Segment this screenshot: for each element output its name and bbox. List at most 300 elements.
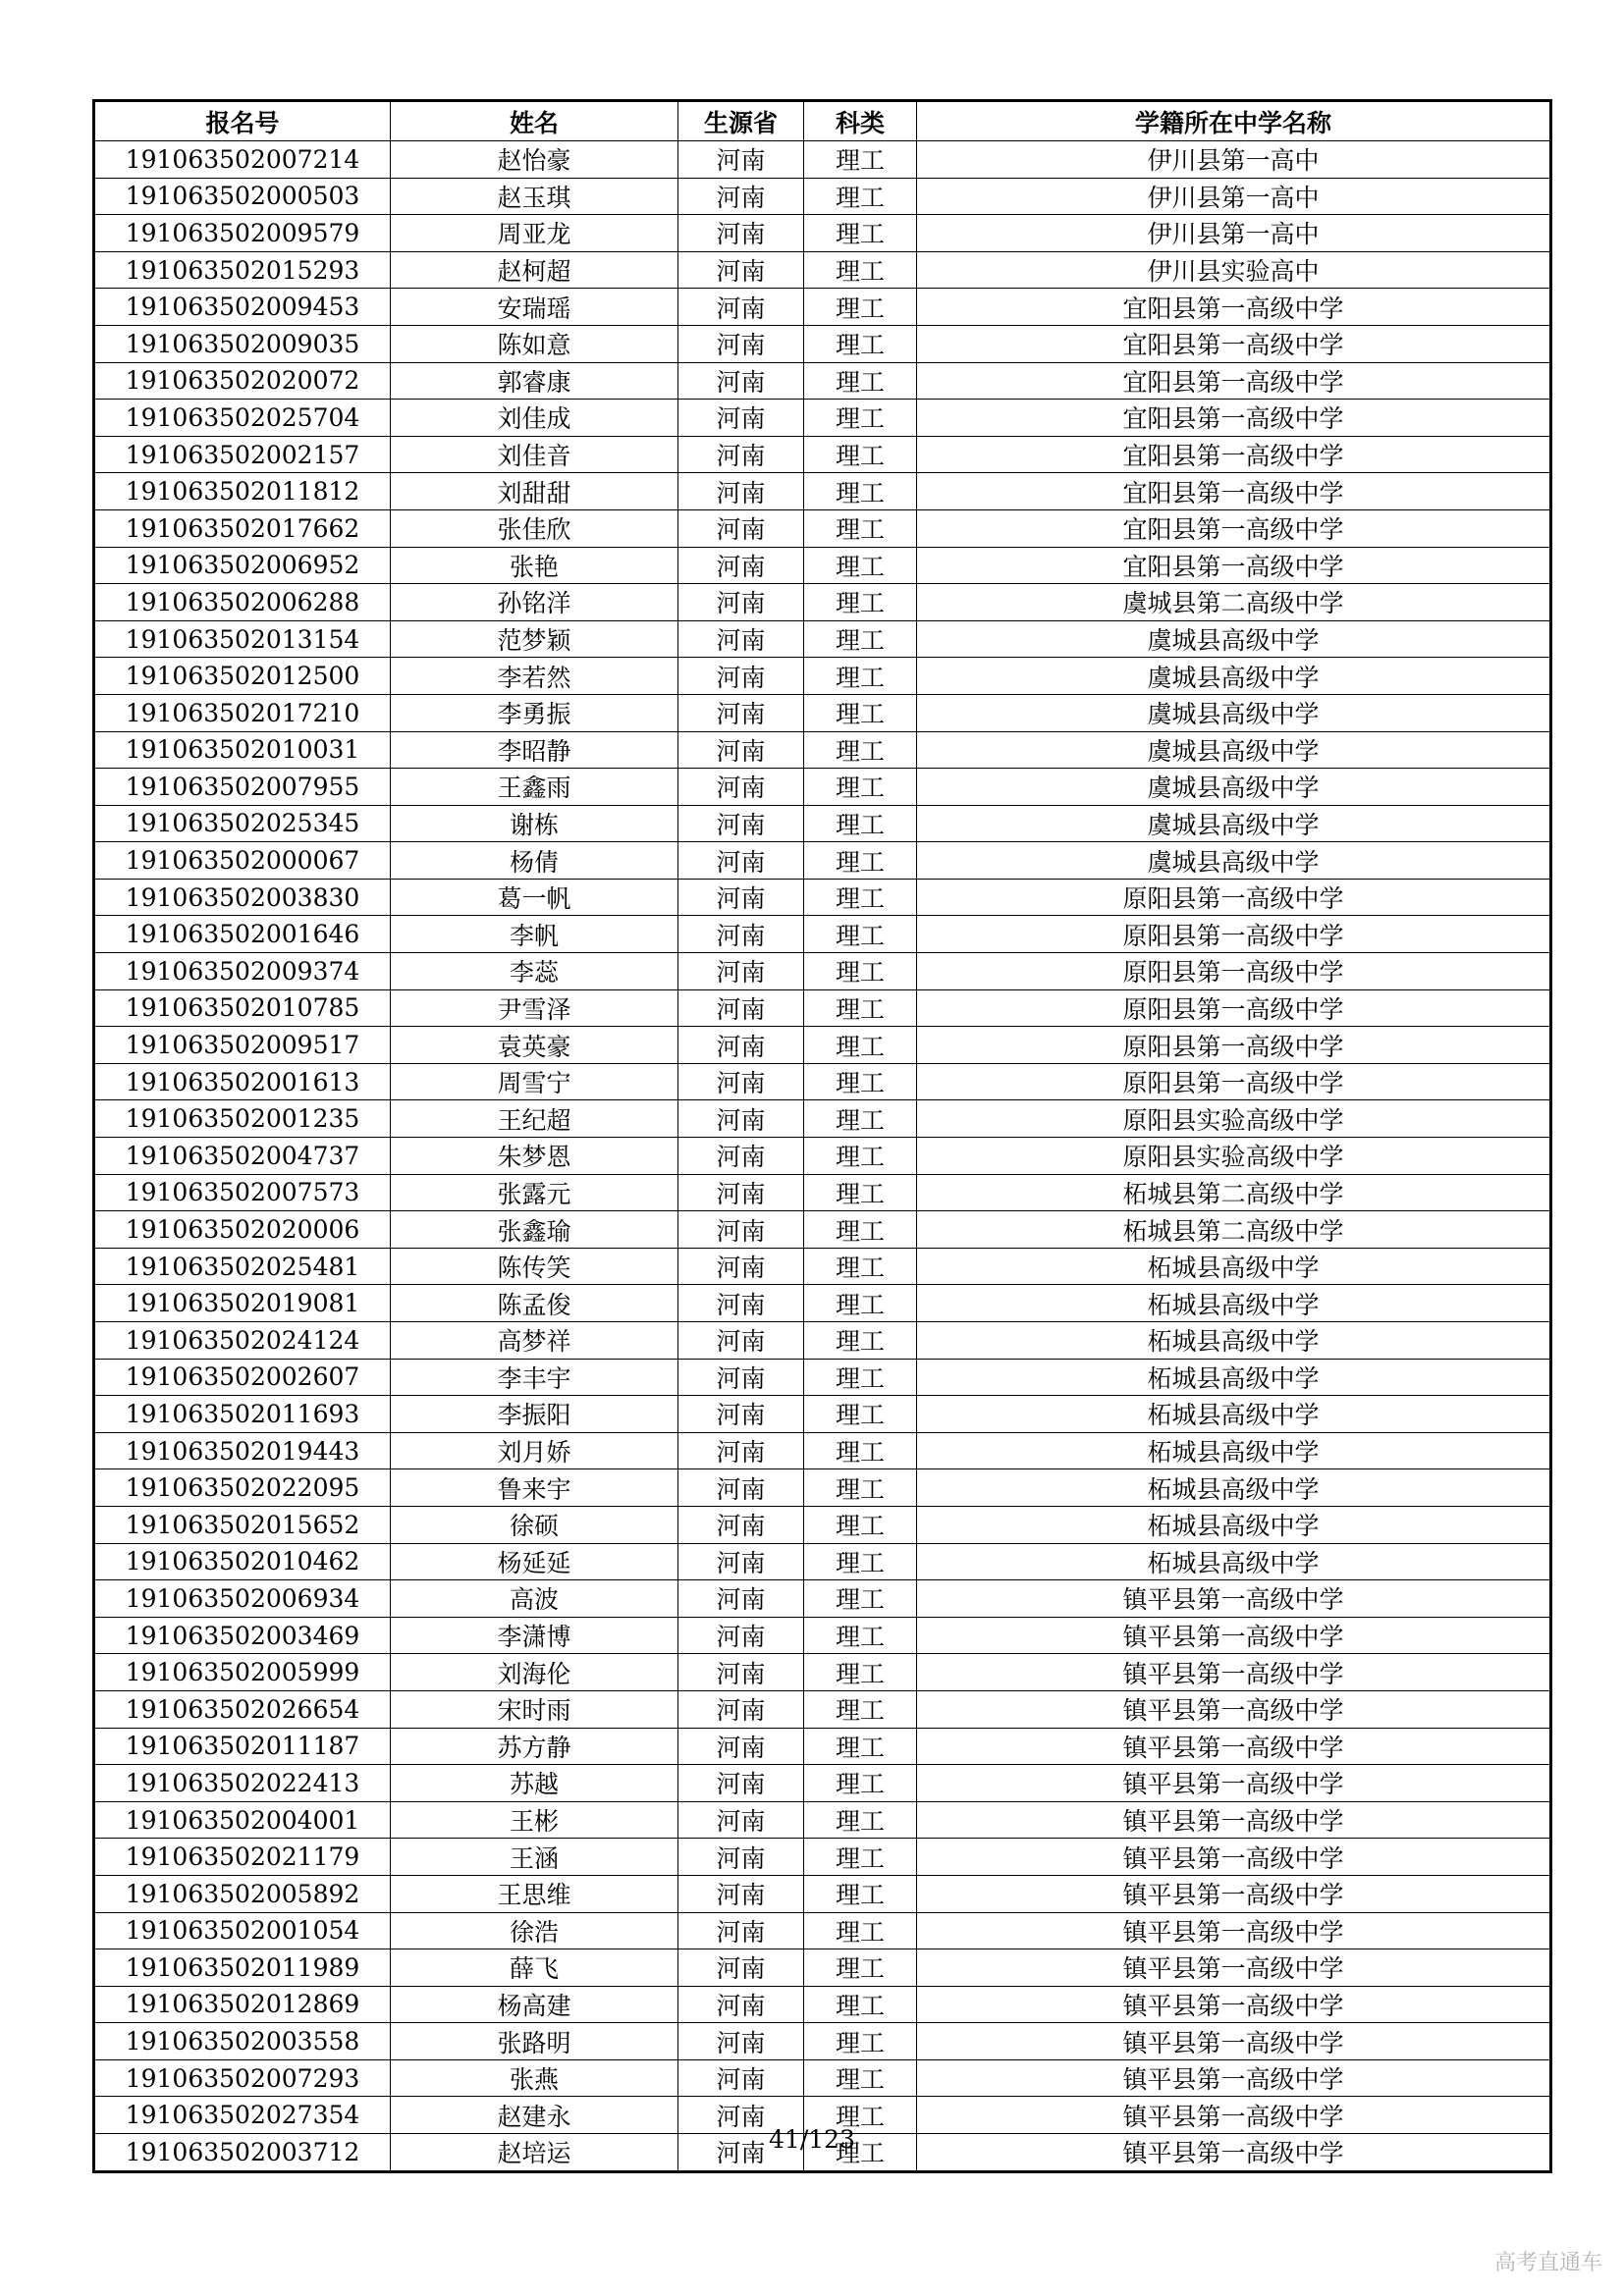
cell-school-name: 原阳县第一高级中学 <box>917 1027 1551 1064</box>
cell-name: 李振阳 <box>391 1396 678 1433</box>
cell-subject-category: 理工 <box>804 658 917 695</box>
table-row <box>94 215 1551 252</box>
cell-school-name: 宜阳县第一高级中学 <box>917 289 1551 326</box>
cell-name: 杨倩 <box>391 842 678 880</box>
cell-name: 刘海伦 <box>391 1654 678 1691</box>
table-row <box>94 805 1551 842</box>
cell-school-name: 柘城县高级中学 <box>917 1506 1551 1543</box>
table-row <box>94 1322 1551 1360</box>
cell-subject-category: 理工 <box>804 1986 917 2023</box>
cell-subject-category: 理工 <box>804 1174 917 1211</box>
cell-registration-number: 191063502024124 <box>94 1322 391 1360</box>
cell-registration-number: 191063502009374 <box>94 953 391 990</box>
cell-subject-category: 理工 <box>804 251 917 289</box>
table-row <box>94 1654 1551 1691</box>
cell-subject-category: 理工 <box>804 1396 917 1433</box>
cell-name: 范梦颖 <box>391 620 678 658</box>
header-registration-number: 报名号 <box>94 101 391 141</box>
cell-province: 河南 <box>678 1617 804 1654</box>
cell-subject-category: 理工 <box>804 1654 917 1691</box>
cell-subject-category: 理工 <box>804 1543 917 1580</box>
cell-province: 河南 <box>678 1138 804 1175</box>
cell-registration-number: 191063502002157 <box>94 436 391 473</box>
cell-registration-number: 191063502017210 <box>94 694 391 731</box>
cell-name: 苏越 <box>391 1765 678 1802</box>
cell-province: 河南 <box>678 1359 804 1396</box>
cell-name: 赵玉琪 <box>391 178 678 215</box>
cell-province: 河南 <box>678 1322 804 1360</box>
cell-registration-number: 191063502010785 <box>94 989 391 1027</box>
cell-subject-category: 理工 <box>804 1138 917 1175</box>
cell-province: 河南 <box>678 1728 804 1765</box>
cell-subject-category: 理工 <box>804 1617 917 1654</box>
cell-province: 河南 <box>678 1949 804 1987</box>
cell-subject-category: 理工 <box>804 694 917 731</box>
cell-name: 张燕 <box>391 2059 678 2097</box>
cell-name: 张路明 <box>391 2023 678 2060</box>
cell-registration-number: 191063502015652 <box>94 1506 391 1543</box>
cell-school-name: 虞城县高级中学 <box>917 694 1551 731</box>
cell-name: 李帆 <box>391 916 678 953</box>
table-row <box>94 1801 1551 1839</box>
cell-province: 河南 <box>678 509 804 547</box>
cell-subject-category: 理工 <box>804 1506 917 1543</box>
table-row <box>94 251 1551 289</box>
cell-school-name: 虞城县高级中学 <box>917 769 1551 806</box>
cell-school-name: 柘城县高级中学 <box>917 1359 1551 1396</box>
cell-province: 河南 <box>678 436 804 473</box>
cell-school-name: 镇平县第一高级中学 <box>917 1765 1551 1802</box>
cell-school-name: 宜阳县第一高级中学 <box>917 509 1551 547</box>
header-school-name: 学籍所在中学名称 <box>917 101 1551 141</box>
cell-name: 周雪宁 <box>391 1063 678 1100</box>
cell-subject-category: 理工 <box>804 879 917 916</box>
cell-registration-number: 191063502003830 <box>94 879 391 916</box>
cell-school-name: 柘城县高级中学 <box>917 1543 1551 1580</box>
table-row <box>94 769 1551 806</box>
cell-school-name: 镇平县第一高级中学 <box>917 1875 1551 1912</box>
cell-subject-category: 理工 <box>804 1690 917 1728</box>
cell-registration-number: 191063502011989 <box>94 1949 391 1987</box>
cell-name: 袁英豪 <box>391 1027 678 1064</box>
cell-registration-number: 191063502001235 <box>94 1100 391 1138</box>
cell-school-name: 原阳县第一高级中学 <box>917 989 1551 1027</box>
cell-school-name: 镇平县第一高级中学 <box>917 1986 1551 2023</box>
cell-name: 赵培运 <box>391 2134 678 2172</box>
cell-registration-number: 191063502007573 <box>94 1174 391 1211</box>
cell-name: 薛飞 <box>391 1949 678 1987</box>
table-row <box>94 731 1551 769</box>
cell-province: 河南 <box>678 769 804 806</box>
cell-province: 河南 <box>678 400 804 437</box>
table-row <box>94 1138 1551 1175</box>
cell-province: 河南 <box>678 1469 804 1507</box>
cell-subject-category: 理工 <box>804 1432 917 1469</box>
table-row <box>94 1986 1551 2023</box>
cell-name: 周亚龙 <box>391 215 678 252</box>
table-row <box>94 547 1551 584</box>
cell-province: 河南 <box>678 1432 804 1469</box>
cell-school-name: 宜阳县第一高级中学 <box>917 362 1551 400</box>
table-row <box>94 1100 1551 1138</box>
table-row <box>94 1469 1551 1507</box>
cell-registration-number: 191063502001054 <box>94 1912 391 1949</box>
cell-school-name: 镇平县第一高级中学 <box>917 1690 1551 1728</box>
cell-subject-category: 理工 <box>804 1359 917 1396</box>
cell-name: 李昭静 <box>391 731 678 769</box>
cell-province: 河南 <box>678 1580 804 1618</box>
cell-registration-number: 191063502003558 <box>94 2023 391 2060</box>
cell-subject-category: 理工 <box>804 1027 917 1064</box>
cell-subject-category: 理工 <box>804 178 917 215</box>
cell-name: 李潇博 <box>391 1617 678 1654</box>
cell-registration-number: 191063502017662 <box>94 509 391 547</box>
cell-province: 河南 <box>678 251 804 289</box>
table-row <box>94 584 1551 621</box>
cell-name: 朱梦恩 <box>391 1138 678 1175</box>
cell-subject-category: 理工 <box>804 1063 917 1100</box>
cell-province: 河南 <box>678 842 804 880</box>
cell-subject-category: 理工 <box>804 2134 917 2172</box>
cell-province: 河南 <box>678 1027 804 1064</box>
table-row <box>94 1949 1551 1987</box>
table-row <box>94 1211 1551 1249</box>
cell-school-name: 原阳县第一高级中学 <box>917 1063 1551 1100</box>
cell-name: 尹雪泽 <box>391 989 678 1027</box>
cell-province: 河南 <box>678 289 804 326</box>
table-row <box>94 289 1551 326</box>
cell-school-name: 宜阳县第一高级中学 <box>917 473 1551 510</box>
table-row <box>94 362 1551 400</box>
cell-registration-number: 191063502010031 <box>94 731 391 769</box>
cell-school-name: 原阳县实验高级中学 <box>917 1100 1551 1138</box>
cell-name: 徐硕 <box>391 1506 678 1543</box>
cell-name: 李蕊 <box>391 953 678 990</box>
cell-registration-number: 191063502021179 <box>94 1839 391 1876</box>
table-row <box>94 694 1551 731</box>
cell-registration-number: 191063502022413 <box>94 1765 391 1802</box>
cell-school-name: 镇平县第一高级中学 <box>917 1654 1551 1691</box>
cell-name: 王鑫雨 <box>391 769 678 806</box>
cell-province: 河南 <box>678 1875 804 1912</box>
table-row <box>94 509 1551 547</box>
cell-name: 苏方静 <box>391 1728 678 1765</box>
table-row <box>94 953 1551 990</box>
cell-province: 河南 <box>678 325 804 362</box>
header-subject-category: 科类 <box>804 101 917 141</box>
cell-subject-category: 理工 <box>804 1580 917 1618</box>
table-row <box>94 1839 1551 1876</box>
cell-school-name: 伊川县第一高中 <box>917 178 1551 215</box>
cell-school-name: 镇平县第一高级中学 <box>917 2059 1551 2097</box>
table-row <box>94 989 1551 1027</box>
cell-school-name: 虞城县高级中学 <box>917 731 1551 769</box>
cell-school-name: 镇平县第一高级中学 <box>917 1728 1551 1765</box>
cell-subject-category: 理工 <box>804 1949 917 1987</box>
cell-registration-number: 191063502009453 <box>94 289 391 326</box>
cell-name: 李勇振 <box>391 694 678 731</box>
cell-subject-category: 理工 <box>804 2059 917 2097</box>
cell-subject-category: 理工 <box>804 289 917 326</box>
cell-school-name: 镇平县第一高级中学 <box>917 1949 1551 1987</box>
table-row <box>94 178 1551 215</box>
cell-name: 王纪超 <box>391 1100 678 1138</box>
cell-name: 赵怡豪 <box>391 141 678 179</box>
cell-subject-category: 理工 <box>804 842 917 880</box>
cell-subject-category: 理工 <box>804 1839 917 1876</box>
cell-name: 谢栋 <box>391 805 678 842</box>
cell-school-name: 镇平县第一高级中学 <box>917 2134 1551 2172</box>
cell-subject-category: 理工 <box>804 509 917 547</box>
table-row <box>94 473 1551 510</box>
cell-name: 李若然 <box>391 658 678 695</box>
cell-registration-number: 191063502015293 <box>94 251 391 289</box>
cell-subject-category: 理工 <box>804 1875 917 1912</box>
table-row <box>94 1690 1551 1728</box>
table-row <box>94 436 1551 473</box>
cell-province: 河南 <box>678 1654 804 1691</box>
cell-subject-category: 理工 <box>804 1728 917 1765</box>
cell-name: 刘月娇 <box>391 1432 678 1469</box>
table-row <box>94 1580 1551 1618</box>
cell-registration-number: 191063502006288 <box>94 584 391 621</box>
cell-province: 河南 <box>678 1174 804 1211</box>
cell-subject-category: 理工 <box>804 989 917 1027</box>
cell-subject-category: 理工 <box>804 2097 917 2134</box>
cell-school-name: 虞城县第二高级中学 <box>917 584 1551 621</box>
cell-subject-category: 理工 <box>804 547 917 584</box>
cell-subject-category: 理工 <box>804 731 917 769</box>
cell-subject-category: 理工 <box>804 620 917 658</box>
cell-subject-category: 理工 <box>804 400 917 437</box>
cell-province: 河南 <box>678 620 804 658</box>
cell-registration-number: 191063502009035 <box>94 325 391 362</box>
cell-name: 王彬 <box>391 1801 678 1839</box>
cell-province: 河南 <box>678 879 804 916</box>
cell-province: 河南 <box>678 731 804 769</box>
cell-school-name: 柘城县高级中学 <box>917 1322 1551 1360</box>
table-row <box>94 1396 1551 1433</box>
cell-school-name: 柘城县第二高级中学 <box>917 1211 1551 1249</box>
table-row <box>94 1728 1551 1765</box>
cell-school-name: 伊川县第一高中 <box>917 215 1551 252</box>
cell-province: 河南 <box>678 141 804 179</box>
cell-school-name: 柘城县第二高级中学 <box>917 1174 1551 1211</box>
cell-school-name: 原阳县实验高级中学 <box>917 1138 1551 1175</box>
cell-registration-number: 191063502025704 <box>94 400 391 437</box>
cell-name: 杨延延 <box>391 1543 678 1580</box>
cell-school-name: 宜阳县第一高级中学 <box>917 325 1551 362</box>
cell-name: 鲁来宇 <box>391 1469 678 1507</box>
watermark-text: 高考直通车 <box>1493 2251 1602 2275</box>
page-number: 41/123 <box>769 2125 855 2154</box>
table-row <box>94 400 1551 437</box>
table-row <box>94 1432 1551 1469</box>
cell-school-name: 镇平县第一高级中学 <box>917 2023 1551 2060</box>
cell-registration-number: 191063502001613 <box>94 1063 391 1100</box>
cell-registration-number: 191063502022095 <box>94 1469 391 1507</box>
cell-province: 河南 <box>678 1063 804 1100</box>
cell-registration-number: 191063502000503 <box>94 178 391 215</box>
cell-province: 河南 <box>678 1211 804 1249</box>
cell-subject-category: 理工 <box>804 1912 917 1949</box>
table-row <box>94 1248 1551 1285</box>
cell-name: 高梦祥 <box>391 1322 678 1360</box>
cell-registration-number: 191063502004737 <box>94 1138 391 1175</box>
cell-school-name: 镇平县第一高级中学 <box>917 1839 1551 1876</box>
cell-registration-number: 191063502025345 <box>94 805 391 842</box>
table-row <box>94 1765 1551 1802</box>
cell-name: 王涵 <box>391 1839 678 1876</box>
header-province: 生源省 <box>678 101 804 141</box>
cell-subject-category: 理工 <box>804 215 917 252</box>
table-body <box>94 141 1551 2172</box>
cell-registration-number: 191063502004001 <box>94 1801 391 1839</box>
cell-school-name: 虞城县高级中学 <box>917 805 1551 842</box>
table-row <box>94 1063 1551 1100</box>
cell-registration-number: 191063502019443 <box>94 1432 391 1469</box>
cell-name: 王思维 <box>391 1875 678 1912</box>
cell-name: 安瑞瑶 <box>391 289 678 326</box>
cell-school-name: 宜阳县第一高级中学 <box>917 400 1551 437</box>
table-row <box>94 1285 1551 1322</box>
cell-subject-category: 理工 <box>804 1765 917 1802</box>
cell-name: 陈传笑 <box>391 1248 678 1285</box>
cell-school-name: 虞城县高级中学 <box>917 620 1551 658</box>
table-header-row <box>94 101 1551 141</box>
cell-subject-category: 理工 <box>804 1469 917 1507</box>
cell-name: 徐浩 <box>391 1912 678 1949</box>
cell-school-name: 宜阳县第一高级中学 <box>917 436 1551 473</box>
table-row <box>94 1617 1551 1654</box>
cell-registration-number: 191063502007293 <box>94 2059 391 2097</box>
cell-registration-number: 191063502007214 <box>94 141 391 179</box>
cell-registration-number: 191063502007955 <box>94 769 391 806</box>
cell-subject-category: 理工 <box>804 805 917 842</box>
table-row <box>94 2059 1551 2097</box>
cell-registration-number: 191063502011693 <box>94 1396 391 1433</box>
cell-province: 河南 <box>678 2023 804 2060</box>
cell-name: 葛一帆 <box>391 879 678 916</box>
cell-school-name: 虞城县高级中学 <box>917 842 1551 880</box>
table-row <box>94 1174 1551 1211</box>
cell-subject-category: 理工 <box>804 325 917 362</box>
cell-province: 河南 <box>678 362 804 400</box>
table-row <box>94 1543 1551 1580</box>
cell-registration-number: 191063502011187 <box>94 1728 391 1765</box>
cell-name: 张佳欣 <box>391 509 678 547</box>
cell-school-name: 原阳县第一高级中学 <box>917 953 1551 990</box>
table-row <box>94 1912 1551 1949</box>
cell-province: 河南 <box>678 1506 804 1543</box>
table-row <box>94 141 1551 179</box>
cell-registration-number: 191063502005999 <box>94 1654 391 1691</box>
cell-school-name: 柘城县高级中学 <box>917 1469 1551 1507</box>
cell-province: 河南 <box>678 584 804 621</box>
cell-registration-number: 191063502025481 <box>94 1248 391 1285</box>
cell-registration-number: 191063502013154 <box>94 620 391 658</box>
cell-registration-number: 191063502026654 <box>94 1690 391 1728</box>
cell-subject-category: 理工 <box>804 362 917 400</box>
cell-name: 张鑫瑜 <box>391 1211 678 1249</box>
cell-name: 杨高建 <box>391 1986 678 2023</box>
cell-province: 河南 <box>678 215 804 252</box>
cell-registration-number: 191063502012500 <box>94 658 391 695</box>
cell-province: 河南 <box>678 805 804 842</box>
cell-name: 赵建永 <box>391 2097 678 2134</box>
cell-school-name: 柘城县高级中学 <box>917 1248 1551 1285</box>
cell-school-name: 镇平县第一高级中学 <box>917 2097 1551 2134</box>
cell-name: 宋时雨 <box>391 1690 678 1728</box>
cell-province: 河南 <box>678 694 804 731</box>
cell-name: 赵柯超 <box>391 251 678 289</box>
cell-registration-number: 191063502000067 <box>94 842 391 880</box>
cell-subject-category: 理工 <box>804 1211 917 1249</box>
cell-province: 河南 <box>678 1986 804 2023</box>
cell-name: 陈如意 <box>391 325 678 362</box>
cell-province: 河南 <box>678 1912 804 1949</box>
cell-subject-category: 理工 <box>804 1322 917 1360</box>
cell-province: 河南 <box>678 916 804 953</box>
cell-province: 河南 <box>678 1801 804 1839</box>
cell-school-name: 镇平县第一高级中学 <box>917 1580 1551 1618</box>
cell-province: 河南 <box>678 2059 804 2097</box>
cell-subject-category: 理工 <box>804 2023 917 2060</box>
cell-name: 陈孟俊 <box>391 1285 678 1322</box>
cell-school-name: 伊川县第一高中 <box>917 141 1551 179</box>
table-row <box>94 1359 1551 1396</box>
table-row <box>94 2023 1551 2060</box>
cell-subject-category: 理工 <box>804 473 917 510</box>
table-row <box>94 879 1551 916</box>
cell-registration-number: 191063502012869 <box>94 1986 391 2023</box>
cell-subject-category: 理工 <box>804 916 917 953</box>
cell-subject-category: 理工 <box>804 1248 917 1285</box>
cell-registration-number: 191063502027354 <box>94 2097 391 2134</box>
cell-registration-number: 191063502010462 <box>94 1543 391 1580</box>
table-row <box>94 1027 1551 1064</box>
cell-name: 刘佳音 <box>391 436 678 473</box>
cell-name: 李丰宇 <box>391 1359 678 1396</box>
cell-registration-number: 191063502003469 <box>94 1617 391 1654</box>
cell-subject-category: 理工 <box>804 1801 917 1839</box>
cell-province: 河南 <box>678 1396 804 1433</box>
cell-school-name: 镇平县第一高级中学 <box>917 1801 1551 1839</box>
table-row <box>94 620 1551 658</box>
cell-province: 河南 <box>678 1690 804 1728</box>
cell-subject-category: 理工 <box>804 1285 917 1322</box>
cell-registration-number: 191063502001646 <box>94 916 391 953</box>
cell-registration-number: 191063502019081 <box>94 1285 391 1322</box>
cell-name: 张艳 <box>391 547 678 584</box>
cell-registration-number: 191063502009579 <box>94 215 391 252</box>
table-row <box>94 842 1551 880</box>
cell-registration-number: 191063502009517 <box>94 1027 391 1064</box>
table-row <box>94 325 1551 362</box>
cell-province: 河南 <box>678 953 804 990</box>
cell-name: 高波 <box>391 1580 678 1618</box>
cell-name: 刘甜甜 <box>391 473 678 510</box>
cell-registration-number: 191063502003712 <box>94 2134 391 2172</box>
cell-school-name: 柘城县高级中学 <box>917 1396 1551 1433</box>
cell-school-name: 虞城县高级中学 <box>917 658 1551 695</box>
cell-registration-number: 191063502006934 <box>94 1580 391 1618</box>
cell-province: 河南 <box>678 1839 804 1876</box>
cell-school-name: 伊川县实验高中 <box>917 251 1551 289</box>
cell-subject-category: 理工 <box>804 769 917 806</box>
cell-school-name: 柘城县高级中学 <box>917 1432 1551 1469</box>
cell-province: 河南 <box>678 989 804 1027</box>
